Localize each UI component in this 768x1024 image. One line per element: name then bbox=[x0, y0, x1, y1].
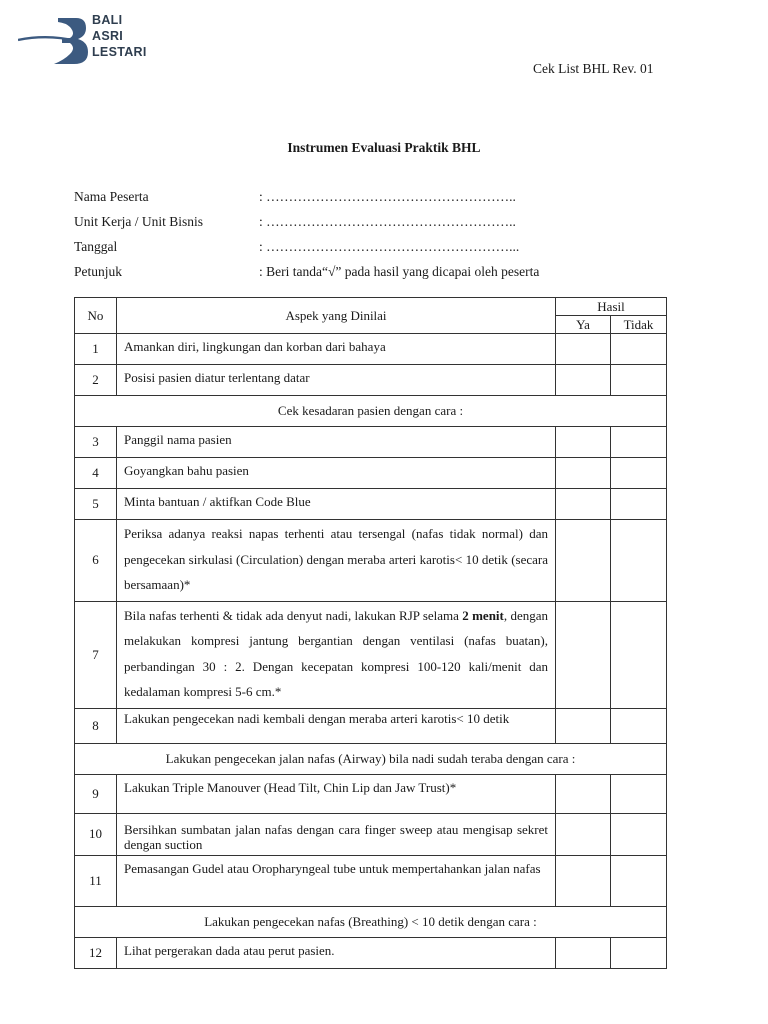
tidak-check-cell[interactable] bbox=[611, 937, 667, 968]
ya-check-cell[interactable] bbox=[556, 813, 611, 855]
section-row bbox=[75, 743, 667, 774]
tidak-check-cell[interactable] bbox=[611, 708, 667, 743]
field-value bbox=[259, 264, 539, 280]
field-label: Petunjuk bbox=[74, 264, 123, 279]
row-aspect-text: Pemasangan Gudel atau Oropharyngeal tube untuk mempertahankan jalan nafas bbox=[117, 855, 556, 906]
ya-check-cell[interactable] bbox=[556, 601, 611, 708]
table-row bbox=[75, 601, 667, 708]
row-aspect-text: Lakukan Triple Manouver (Head Tilt, Chin Lip dan Jaw Trust)* bbox=[117, 774, 556, 813]
row-aspect-text bbox=[117, 601, 556, 708]
table-row bbox=[75, 458, 667, 489]
table-row bbox=[75, 427, 667, 458]
section-heading: Cek kesadaran pasien dengan cara : bbox=[75, 396, 667, 427]
row-aspect-text: Posisi pasien diatur terlentang datar bbox=[117, 365, 556, 396]
section-heading: Lakukan pengecekan nafas (Breathing) < 10 detik dengan cara : bbox=[75, 906, 667, 937]
document-title: Instrumen Evaluasi Praktik BHL bbox=[287, 140, 481, 155]
check-mark-symbol: √ bbox=[327, 264, 336, 279]
section-heading: Lakukan pengecekan jalan nafas (Airway) bila nadi sudah teraba dengan cara : bbox=[75, 743, 667, 774]
row-aspect-text: Minta bantuan / aktifkan Code Blue bbox=[117, 489, 556, 520]
ya-check-cell[interactable] bbox=[556, 334, 611, 365]
ya-check-cell[interactable] bbox=[556, 937, 611, 968]
header-ya: Ya bbox=[556, 316, 611, 334]
aspect-text-part: , dengan melakukan kompresi jantung bergantian dengan ventilasi (nafas buatan), perbandingan 30 : 2. Dengan kecepatan kompresi 100-120 kali/menit dan kedalaman kompresi 5-6 cm.* bbox=[124, 607, 548, 699]
row-number: 7 bbox=[75, 601, 117, 708]
row-aspect-text: Amankan diri, lingkungan dan korban dari bahaya bbox=[117, 334, 556, 365]
row-aspect-text: Lihat pergerakan dada atau perut pasien. bbox=[117, 937, 556, 968]
tidak-check-cell[interactable] bbox=[611, 458, 667, 489]
header-hasil: Hasil bbox=[556, 298, 667, 316]
row-aspect-text: Periksa adanya reaksi napas terhenti atau tersengal (nafas tidak normal) dan pengecekan sirkulasi (Circulation) dengan meraba arteri karotis< 10 detik (secara bersamaan)* bbox=[117, 520, 556, 602]
field-value: : ………………………………………………... bbox=[259, 239, 520, 254]
aspect-text-part: Bila nafas terhenti & tidak ada denyut nadi, lakukan RJP selama bbox=[124, 607, 463, 623]
row-number: 12 bbox=[75, 937, 117, 968]
tidak-check-cell[interactable] bbox=[611, 520, 667, 602]
tidak-check-cell[interactable] bbox=[611, 813, 667, 855]
tidak-check-cell[interactable] bbox=[611, 489, 667, 520]
header-no: No bbox=[75, 298, 117, 334]
table-row bbox=[75, 937, 667, 968]
tidak-check-cell[interactable] bbox=[611, 855, 667, 906]
row-number: 8 bbox=[75, 708, 117, 743]
logo-line-3: LESTARI bbox=[92, 45, 147, 59]
aspect-text-bold: 2 menit bbox=[462, 607, 504, 623]
row-number: 2 bbox=[75, 365, 117, 396]
field-value: : ……………………………………………….. bbox=[259, 189, 516, 204]
row-number: 1 bbox=[75, 334, 117, 365]
tidak-check-cell[interactable] bbox=[611, 601, 667, 708]
table-row bbox=[75, 489, 667, 520]
section-row bbox=[75, 396, 667, 427]
evaluation-table bbox=[74, 297, 667, 969]
ya-check-cell[interactable] bbox=[556, 365, 611, 396]
field-value: : ……………………………………………….. bbox=[259, 214, 516, 229]
row-number: 10 bbox=[75, 813, 117, 855]
row-aspect-text: Lakukan pengecekan nadi kembali dengan meraba arteri karotis< 10 detik bbox=[117, 708, 556, 743]
tidak-check-cell[interactable] bbox=[611, 427, 667, 458]
header-tidak: Tidak bbox=[611, 316, 667, 334]
table-row bbox=[75, 708, 667, 743]
tidak-check-cell[interactable] bbox=[611, 365, 667, 396]
ya-check-cell[interactable] bbox=[556, 520, 611, 602]
field-label: Unit Kerja / Unit Bisnis bbox=[74, 214, 203, 229]
table-header-row bbox=[75, 298, 667, 316]
instruction-text: : Beri tanda“ bbox=[259, 264, 328, 279]
logo-line-1: BALI bbox=[92, 13, 123, 27]
row-number: 6 bbox=[75, 520, 117, 602]
ya-check-cell[interactable] bbox=[556, 458, 611, 489]
row-number: 5 bbox=[75, 489, 117, 520]
document-reference: Cek List BHL Rev. 01 bbox=[533, 61, 654, 76]
ya-check-cell[interactable] bbox=[556, 855, 611, 906]
table-row bbox=[75, 855, 667, 906]
field-label: Nama Peserta bbox=[74, 189, 149, 204]
logo-line-2: ASRI bbox=[92, 29, 124, 43]
table-row bbox=[75, 365, 667, 396]
row-number: 11 bbox=[75, 855, 117, 906]
tidak-check-cell[interactable] bbox=[611, 334, 667, 365]
logo-text bbox=[92, 12, 147, 60]
table-row bbox=[75, 813, 667, 855]
ya-check-cell[interactable] bbox=[556, 708, 611, 743]
ya-check-cell[interactable] bbox=[556, 489, 611, 520]
table-row bbox=[75, 334, 667, 365]
tidak-check-cell[interactable] bbox=[611, 774, 667, 813]
ya-check-cell[interactable] bbox=[556, 774, 611, 813]
instruction-text: ” pada hasil yang dicapai oleh peserta bbox=[335, 264, 540, 279]
field-label: Tanggal bbox=[74, 239, 118, 254]
table-row bbox=[75, 520, 667, 602]
row-aspect-text: Panggil nama pasien bbox=[117, 427, 556, 458]
row-aspect-text: Goyangkan bahu pasien bbox=[117, 458, 556, 489]
table-row bbox=[75, 774, 667, 813]
row-number: 9 bbox=[75, 774, 117, 813]
section-row bbox=[75, 906, 667, 937]
row-number: 3 bbox=[75, 427, 117, 458]
row-aspect-text: Bersihkan sumbatan jalan nafas dengan cara finger sweep atau mengisap sekret dengan suction bbox=[117, 813, 556, 855]
header-aspek: Aspek yang Dinilai bbox=[117, 298, 556, 334]
row-number: 4 bbox=[75, 458, 117, 489]
ya-check-cell[interactable] bbox=[556, 427, 611, 458]
